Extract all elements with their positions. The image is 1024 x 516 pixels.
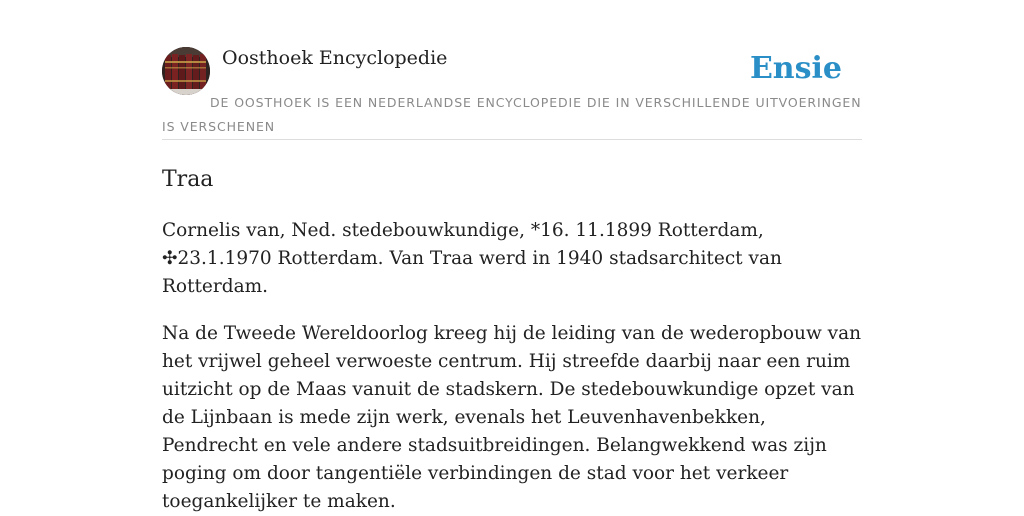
site-title[interactable]: Oosthoek Encyclopedie xyxy=(222,47,448,69)
site-tagline: DE OOSTHOEK IS EEN NEDERLANDSE ENCYCLOPEDIE DIE IN VERSCHILLENDE UITVOERINGEN IS VERSCHENEN xyxy=(162,95,862,134)
encyclopedia-books-icon[interactable] xyxy=(162,47,210,95)
entry-paragraph: Na de Tweede Wereldoorlog kreeg hij de leiding van de wederopbouw van het vrijwel geheel verwoeste centrum. Hij streefde daarbij naar een ruim uitzicht op de Maas vanuit de stadskern. De stedebouwkundige opzet van de Lijnbaan is mede zijn werk, evenals het Leuvenhavenbekken, Pendrecht en vele andere stadsuitbreidingen. Belangwekkend was zijn poging om door tangentiële verbindingen de stad voor het verkeer toegankelijker te maken. xyxy=(162,323,862,512)
entry-title: Traa xyxy=(162,167,214,192)
brand-logo[interactable]: Ensie xyxy=(749,51,842,86)
entry-paragraph: Cornelis van, Ned. stedebouwkundige, *16. 11.1899 Rotterdam, ✣23.1.1970 Rotterdam. Van Traa werd in 1940 stadsarchitect van Rotterdam. xyxy=(162,220,782,297)
site-header xyxy=(162,42,862,140)
entry-card xyxy=(162,42,862,516)
